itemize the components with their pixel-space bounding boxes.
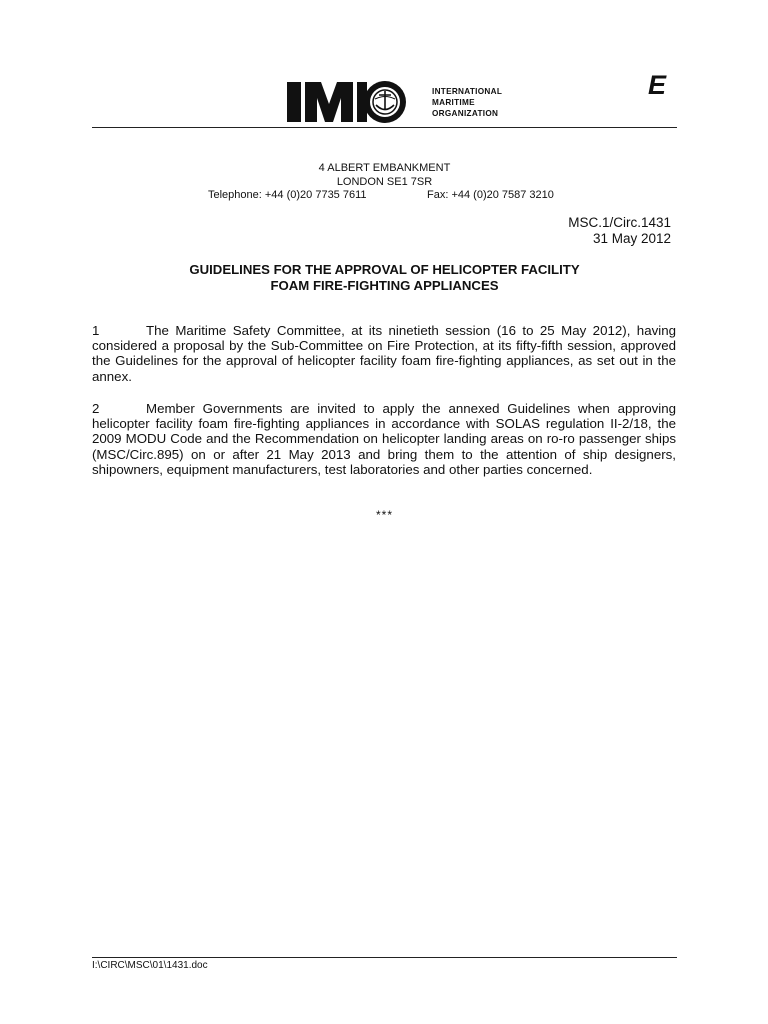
document-title xyxy=(92,262,677,294)
address-line-1: 4 ALBERT EMBANKMENT xyxy=(318,162,451,174)
paragraph-2 xyxy=(92,401,676,477)
organization-name xyxy=(432,86,502,119)
imo-emblem-icon xyxy=(285,80,425,124)
paragraph-number: 1 xyxy=(92,323,100,338)
contact-row xyxy=(92,189,677,203)
paragraph-1 xyxy=(92,323,676,384)
document-reference xyxy=(568,215,671,247)
paragraph-text: The Maritime Safety Committee, at its ninetieth session (16 to 25 May 2012), having considered a proposal by the Sub-Committee on Fire Protection, at its fifty-fifth session, approved the Guidelines for the approval of helicopter facility foam fire-fighting appliances, as set out in the annex. xyxy=(92,323,676,384)
reference-number: MSC.1/Circ.1431 xyxy=(568,215,671,230)
org-line-2: MARITIME xyxy=(432,98,475,107)
imo-logo xyxy=(285,80,425,124)
language-mark: E xyxy=(648,70,667,100)
address-line-2: LONDON SE1 7SR xyxy=(336,175,433,188)
footer-file-path: I:\CIRC\MSC\01\1431.doc xyxy=(92,960,208,971)
section-separator: *** xyxy=(375,508,393,522)
footer-divider xyxy=(92,957,677,958)
header-divider xyxy=(92,127,677,128)
address-block xyxy=(92,162,677,203)
paragraph-number: 2 xyxy=(92,401,100,416)
title-line-1: GUIDELINES FOR THE APPROVAL OF HELICOPTER FACILITY xyxy=(189,262,580,277)
org-line-1: INTERNATIONAL xyxy=(432,87,503,96)
org-line-3: ORGANIZATION xyxy=(432,109,499,118)
paragraph-text: Member Governments are invited to apply the annexed Guidelines when approving helicopter facility foam fire-fighting appliances in accordance with SOLAS regulation II-2/18, the 2009 MODU Code and the Recommendation on helicopter landing areas on ro-ro passenger ships (MSC/Circ.895) on or after 21 May 2013 and bring them to the attention of ship designers, shipowners, equipment manufacturers, test laboratories and other parties concerned. xyxy=(92,401,676,477)
telephone: Telephone: +44 (0)20 7735 7611 xyxy=(208,189,367,201)
reference-date: 31 May 2012 xyxy=(592,231,671,246)
title-line-2: FOAM FIRE-FIGHTING APPLIANCES xyxy=(270,278,499,293)
fax: Fax: +44 (0)20 7587 3210 xyxy=(427,189,554,201)
